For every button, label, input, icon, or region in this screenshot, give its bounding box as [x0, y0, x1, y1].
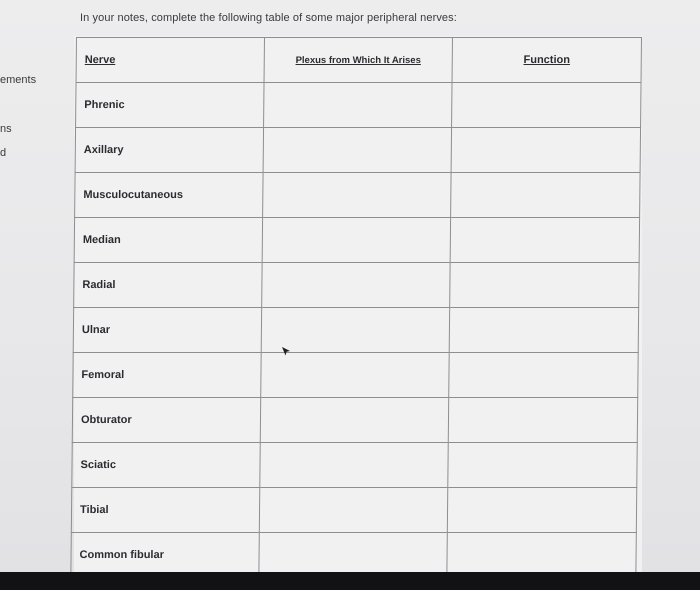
table-row [73, 308, 638, 353]
table-row [76, 83, 641, 128]
screen-bezel [0, 572, 700, 590]
table-row [74, 263, 639, 308]
function-answer-cell[interactable] [448, 398, 637, 443]
nerve-name-cell: Axillary [75, 128, 263, 173]
nerve-name-cell: Tibial [71, 488, 259, 533]
mouse-pointer-icon [281, 346, 291, 356]
header-nerve: Nerve [76, 38, 264, 83]
table-row [71, 533, 636, 573]
sidebar-fragment-1[interactable]: ements [0, 74, 37, 86]
table-row [72, 398, 637, 443]
nerve-name-cell: Phrenic [76, 83, 264, 128]
function-answer-cell[interactable] [449, 353, 638, 398]
nerve-name-cell: Radial [74, 263, 262, 308]
table-row [74, 218, 639, 263]
plexus-answer-cell[interactable] [263, 173, 451, 218]
plexus-answer-cell[interactable] [263, 128, 451, 173]
nerve-name-cell: Common fibular [71, 533, 259, 573]
function-answer-cell[interactable] [447, 488, 636, 533]
function-answer-cell[interactable] [447, 533, 636, 573]
table-row [73, 353, 638, 398]
plexus-answer-cell[interactable] [260, 443, 448, 488]
header-function: Function [452, 38, 641, 83]
table-row [75, 173, 640, 218]
instruction-text: In your notes, complete the following table of some major peripheral nerves: [80, 12, 457, 24]
table-row [75, 128, 640, 173]
plexus-answer-cell[interactable] [262, 218, 450, 263]
nerve-name-cell: Median [74, 218, 262, 263]
table-row [71, 488, 636, 533]
nerve-name-cell: Sciatic [72, 443, 260, 488]
plexus-answer-cell[interactable] [259, 533, 447, 573]
function-answer-cell[interactable] [451, 128, 640, 173]
nerve-name-cell: Obturator [72, 398, 260, 443]
nerve-name-cell: Ulnar [73, 308, 261, 353]
function-answer-cell[interactable] [451, 173, 640, 218]
plexus-answer-cell[interactable] [259, 488, 447, 533]
nerve-name-cell: Musculocutaneous [75, 173, 263, 218]
plexus-answer-cell[interactable] [264, 83, 452, 128]
plexus-answer-cell[interactable] [262, 263, 450, 308]
nerve-name-cell: Femoral [73, 353, 261, 398]
function-answer-cell[interactable] [452, 83, 641, 128]
function-answer-cell[interactable] [450, 218, 639, 263]
header-plexus: Plexus from Which It Arises [264, 38, 452, 83]
function-answer-cell[interactable] [450, 263, 639, 308]
sidebar-fragment-3[interactable]: d [0, 147, 7, 159]
plexus-answer-cell[interactable] [260, 398, 448, 443]
function-answer-cell[interactable] [448, 443, 637, 488]
sidebar-fragment-2[interactable]: ns [0, 123, 12, 135]
peripheral-nerves-table [70, 37, 642, 572]
plexus-answer-cell[interactable] [261, 353, 449, 398]
table-header-row [76, 38, 641, 83]
function-answer-cell[interactable] [449, 308, 638, 353]
table-row [72, 443, 637, 488]
